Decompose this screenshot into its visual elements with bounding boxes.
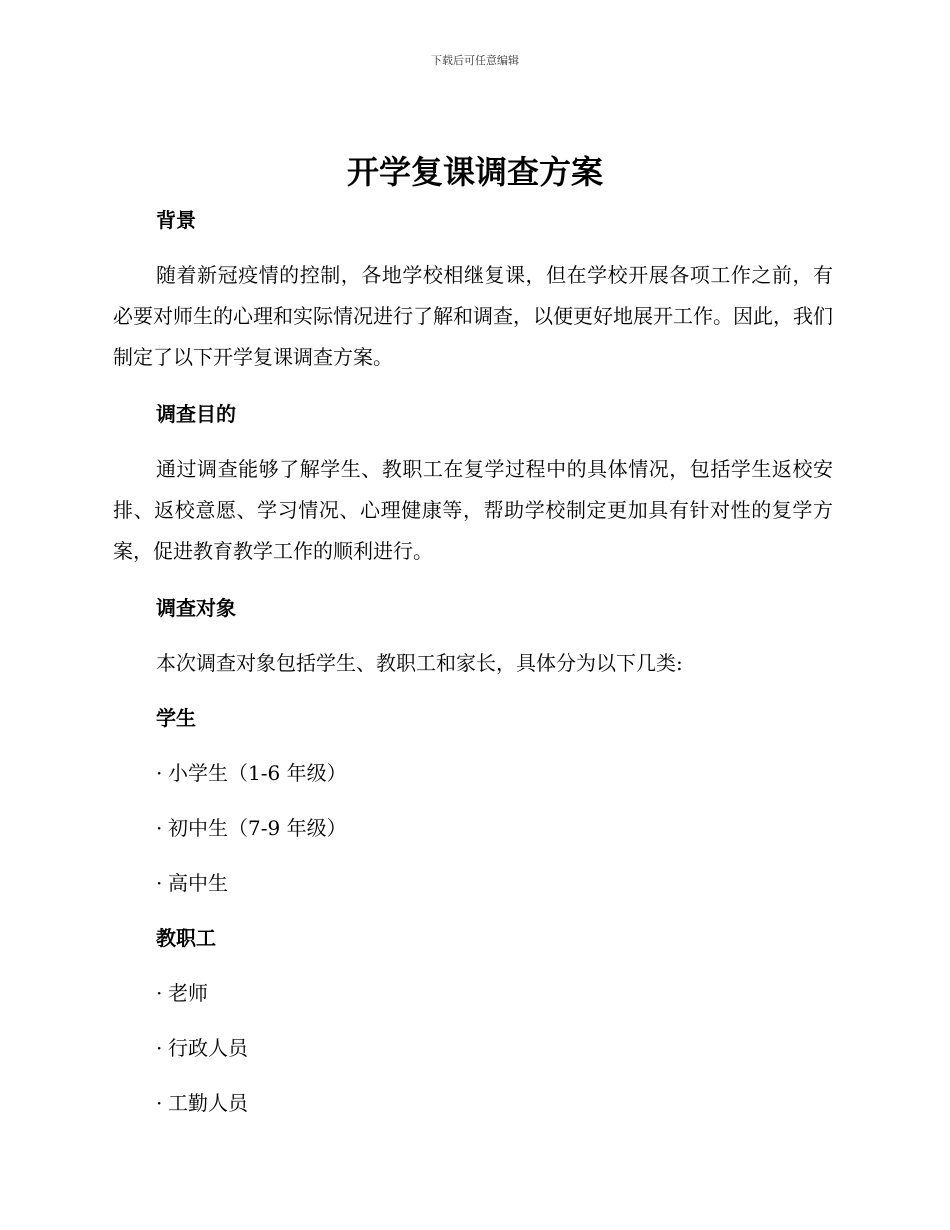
list-item-text: 高中生: [168, 871, 228, 895]
list-item: [156, 814, 347, 842]
list-item: [156, 979, 208, 1007]
list-item: [156, 759, 347, 787]
paragraph-purpose: 通过调查能够了解学生、教职工在复学过程中的具体情况，包括学生返校安排、返校意愿、学习情况、心理健康等，帮助学校制定更加具有针对性的复学方案，促进教育教学工作的顺利进行。: [113, 457, 833, 563]
list-item: [156, 1034, 248, 1062]
section-heading-students: 学生: [156, 706, 196, 730]
paragraph-background: 随着新冠疫情的控制，各地学校相继复课，但在学校开展各项工作之前，有必要对师生的心理和实际情况进行了解和调查，以便更好地展开工作。因此，我们制定了以下开学复课调查方案。: [113, 263, 833, 369]
bullet: ·: [156, 981, 163, 1005]
section-heading-purpose: 调查目的: [156, 402, 236, 426]
subjects-intro: 本次调查对象包括学生、教职工和家长，具体分为以下几类:: [156, 651, 683, 675]
bullet: ·: [156, 1091, 163, 1115]
section-heading-staff: 教职工: [156, 926, 216, 950]
list-item-text: 小学生（1-6 年级）: [168, 761, 347, 785]
list-item-text: 老师: [168, 981, 208, 1005]
document-title: 开学复课调查方案: [346, 153, 603, 191]
list-item-text: 初中生（7-9 年级）: [168, 816, 347, 840]
list-item-text: 行政人员: [168, 1036, 248, 1060]
section-heading-subjects: 调查对象: [156, 596, 236, 620]
section-heading-background: 背景: [156, 208, 196, 232]
header-note: 下载后可任意编辑: [431, 54, 519, 67]
bullet: ·: [156, 761, 163, 785]
bullet: ·: [156, 871, 163, 895]
bullet: ·: [156, 816, 163, 840]
list-item-text: 工勤人员: [168, 1091, 248, 1115]
bullet: ·: [156, 1036, 163, 1060]
list-item: [156, 869, 228, 897]
list-item: [156, 1089, 248, 1117]
